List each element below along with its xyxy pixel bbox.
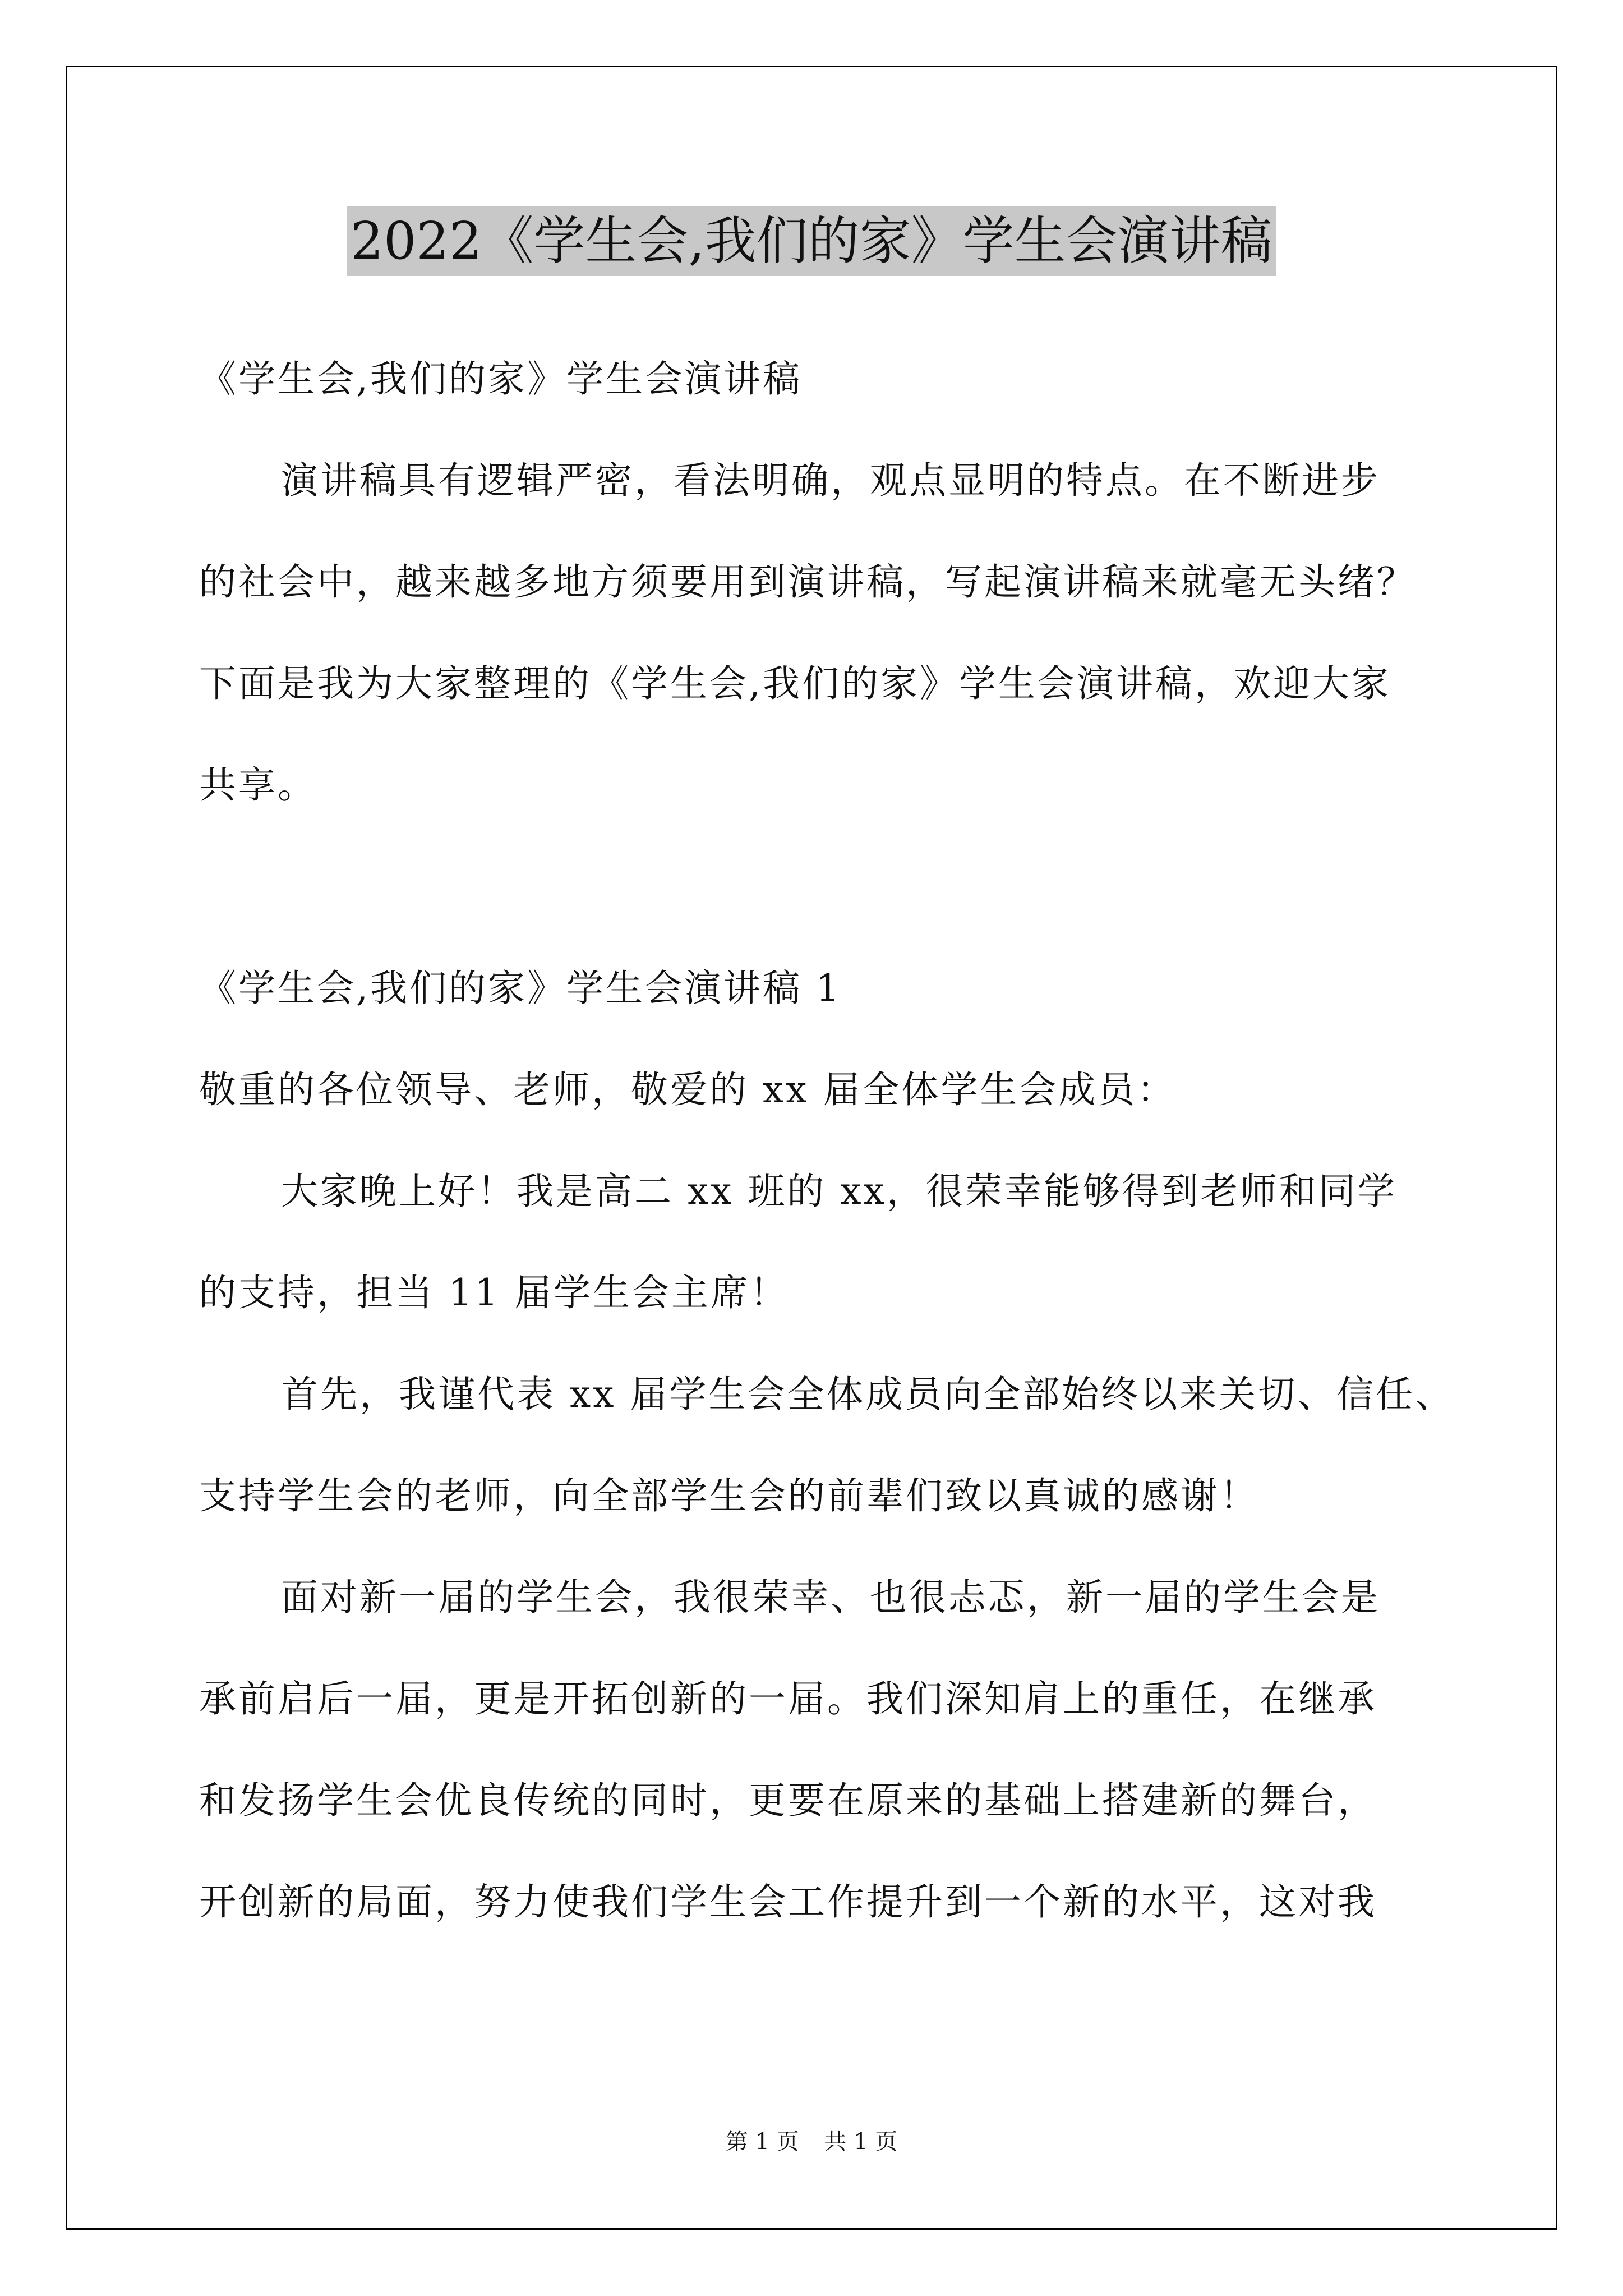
document-body — [199, 328, 1455, 1953]
paragraph-line: 支持学生会的老师，向全部学生会的前辈们致以真诚的感谢！ — [199, 1474, 1259, 1517]
document-title: 2022《学生会,我们的家》学生会演讲稿 — [347, 206, 1275, 276]
blank-line — [199, 836, 1436, 937]
paragraph-line: 大家晚上好！我是高二 xx 班的 xx，很荣幸能够得到老师和同学 — [281, 1170, 1397, 1213]
paragraph-line: 下面是我为大家整理的《学生会,我们的家》学生会演讲稿，欢迎大家 — [199, 662, 1391, 705]
page-footer — [0, 2125, 1623, 2159]
title-block — [0, 206, 1623, 276]
paragraph-line: 演讲稿具有逻辑严密，看法明确，观点显明的特点。在不断进步 — [281, 459, 1380, 502]
paragraph-line: 承前启后一届，更是开拓创新的一届。我们深知肩上的重任，在继承 — [199, 1677, 1377, 1720]
paragraph-line: 共享。 — [199, 763, 317, 807]
paragraph-line: 开创新的局面，努力使我们学生会工作提升到一个新的水平，这对我 — [199, 1880, 1377, 1924]
paragraph-line: 和发扬学生会优良传统的同时，更要在原来的基础上搭建新的舞台， — [199, 1779, 1377, 1822]
salutation-line: 敬重的各位领导、老师，敬爱的 xx 届全体学生会成员： — [199, 1068, 1177, 1111]
page-total: 共 1 页 — [824, 2129, 898, 2155]
paragraph-line: 面对新一届的学生会，我很荣幸、也很忐忑，新一届的学生会是 — [281, 1576, 1380, 1619]
paragraph-line: 首先，我谨代表 xx 届学生会全体成员向全部始终以来关切、信任、 — [281, 1373, 1455, 1416]
section-heading: 《学生会,我们的家》学生会演讲稿 — [199, 357, 802, 401]
paragraph-line: 的社会中，越来越多地方须要用到演讲稿，写起演讲稿来就毫无头绪？ — [199, 560, 1416, 604]
section-heading: 《学生会,我们的家》学生会演讲稿 1 — [199, 967, 842, 1010]
paragraph-line: 的支持，担当 11 届学生会主席！ — [199, 1271, 789, 1314]
page-number: 第 1 页 — [725, 2129, 799, 2155]
